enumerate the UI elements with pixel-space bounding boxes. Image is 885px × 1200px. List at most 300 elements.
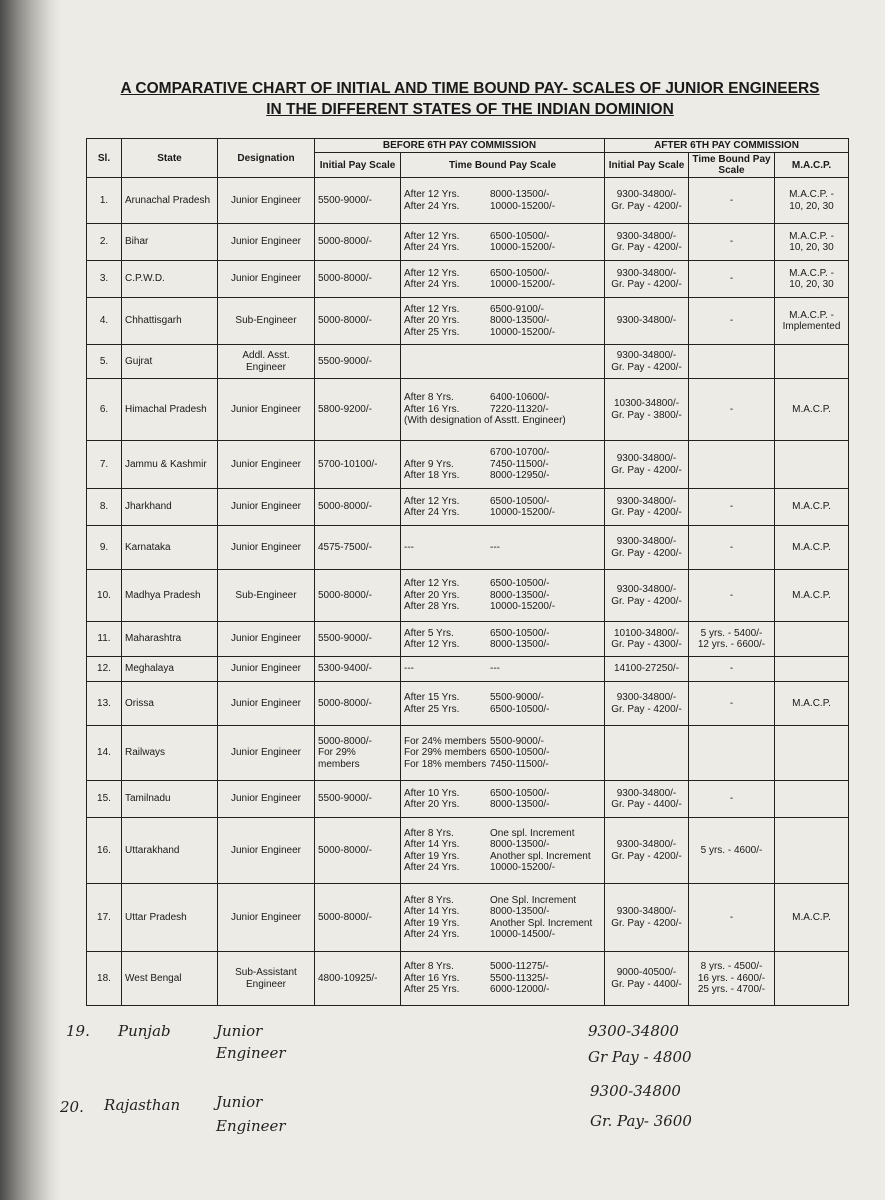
time-bound-line	[404, 788, 601, 800]
time-bound-line	[404, 639, 601, 651]
cell-initial-pay-scale-after: 14100-27250/-	[605, 657, 689, 682]
cell-sl: 3.	[87, 261, 122, 298]
time-bound-line	[404, 542, 601, 554]
header-macp: M.A.C.P.	[775, 153, 849, 178]
cell-macp: M.A.C.P.	[775, 884, 849, 952]
time-bound-line	[404, 507, 601, 519]
time-bound-period: For 18% members	[404, 758, 487, 770]
table-row	[87, 818, 849, 884]
time-bound-line	[404, 470, 601, 482]
cell-macp: M.A.C.P.	[775, 570, 849, 622]
time-bound-scale: 6500-10500/-	[490, 230, 550, 242]
time-bound-scale: 6400-10600/-	[490, 392, 550, 404]
cell-time-bound-pay-scale	[401, 884, 605, 952]
header-after-6th: AFTER 6TH PAY COMMISSION	[605, 139, 849, 153]
cell-initial-pay-scale: 5000-8000/-	[315, 224, 401, 261]
time-bound-period: After 24 Yrs.	[404, 200, 460, 212]
time-bound-scale: Another spl. Increment	[490, 850, 591, 862]
cell-initial-pay-scale-after: 9300-34800/- Gr. Pay - 4200/-	[605, 441, 689, 489]
cell-time-bound-pay-scale	[401, 224, 605, 261]
pay-scale-table	[86, 138, 849, 1006]
cell-initial-pay-scale: 5800-9200/-	[315, 379, 401, 441]
time-bound-line	[404, 601, 601, 613]
cell-time-bound-pay-scale	[401, 345, 605, 379]
time-bound-line	[404, 961, 601, 973]
time-bound-period: After 8 Yrs.	[404, 961, 454, 973]
cell-designation: Sub-Engineer	[218, 570, 315, 622]
time-bound-line	[404, 578, 601, 590]
time-bound-period: After 8 Yrs.	[404, 392, 454, 404]
time-bound-scale: 6500-10500/-	[490, 703, 550, 715]
handwritten-sl-19: 19.	[66, 1022, 90, 1040]
time-bound-line	[404, 839, 601, 851]
time-bound-line	[404, 747, 601, 759]
cell-designation: Junior Engineer	[218, 622, 315, 657]
cell-time-bound-pay-scale	[401, 379, 605, 441]
time-bound-line	[404, 189, 601, 201]
cell-sl: 12.	[87, 657, 122, 682]
time-bound-line	[404, 279, 601, 291]
cell-time-bound-pay-scale-after: -	[689, 884, 775, 952]
cell-time-bound-pay-scale-after: -	[689, 261, 775, 298]
cell-macp: M.A.C.P.	[775, 526, 849, 570]
cell-time-bound-pay-scale-after: 8 yrs. - 4500/- 16 yrs. - 4600/- 25 yrs. - 4700/-	[689, 952, 775, 1006]
time-bound-period: (With designation of Asstt. Engineer)	[404, 415, 566, 427]
time-bound-period	[404, 447, 490, 459]
time-bound-line	[404, 862, 601, 874]
cell-designation: Junior Engineer	[218, 884, 315, 952]
time-bound-scale: 10000-15200/-	[490, 200, 556, 212]
table-row	[87, 884, 849, 952]
time-bound-line	[404, 704, 601, 716]
time-bound-period: For 29% members	[404, 747, 487, 759]
time-bound-scale: Another Spl. Increment	[490, 917, 593, 929]
time-bound-line	[404, 496, 601, 508]
cell-designation: Junior Engineer	[218, 781, 315, 818]
time-bound-period: After 9 Yrs.	[404, 458, 454, 470]
time-bound-period: For 24% members	[404, 735, 487, 747]
time-bound-period: After 10 Yrs.	[404, 787, 460, 799]
cell-macp	[775, 657, 849, 682]
time-bound-period: After 25 Yrs.	[404, 703, 460, 715]
title-line-1: A COMPARATIVE CHART OF INITIAL AND TIME BOUND PAY- SCALES OF JUNIOR ENGINEERS	[120, 80, 820, 97]
time-bound-line	[404, 973, 601, 985]
cell-macp	[775, 622, 849, 657]
time-bound-line	[404, 895, 601, 907]
header-initial-pay-scale-after: Initial Pay Scale	[605, 153, 689, 178]
time-bound-period: After 18 Yrs.	[404, 470, 460, 482]
cell-time-bound-pay-scale-after: -	[689, 178, 775, 224]
handwritten-pay-20: 9300-34800 Gr. Pay- 3600	[590, 1082, 692, 1130]
cell-time-bound-pay-scale	[401, 526, 605, 570]
time-bound-scale: ---	[490, 663, 500, 675]
time-bound-period: After 16 Yrs.	[404, 403, 460, 415]
time-bound-scale: 6700-10700/-	[490, 447, 550, 459]
time-bound-period: After 12 Yrs.	[404, 303, 460, 315]
time-bound-scale: 5000-11275/-	[490, 961, 549, 973]
time-bound-scale: 10000-15200/-	[490, 326, 556, 338]
cell-time-bound-pay-scale	[401, 952, 605, 1006]
time-bound-scale: 8000-13500/-	[490, 799, 550, 810]
time-bound-line	[404, 828, 601, 840]
time-bound-period: After 12 Yrs.	[404, 495, 460, 507]
cell-time-bound-pay-scale-after: -	[689, 570, 775, 622]
cell-initial-pay-scale: 5000-8000/-	[315, 298, 401, 345]
time-bound-line	[404, 736, 601, 748]
time-bound-period: ---	[404, 663, 414, 675]
time-bound-scale: 5500-9000/-	[490, 735, 544, 747]
cell-state: West Bengal	[122, 952, 218, 1006]
cell-sl: 4.	[87, 298, 122, 345]
cell-macp: M.A.C.P. - Implemented	[775, 298, 849, 345]
cell-initial-pay-scale: 5000-8000/-	[315, 682, 401, 726]
table-row	[87, 781, 849, 818]
cell-time-bound-pay-scale-after: -	[689, 489, 775, 526]
time-bound-line	[404, 918, 601, 930]
time-bound-period: After 24 Yrs.	[404, 929, 460, 940]
time-bound-line	[404, 415, 601, 427]
time-bound-line	[404, 663, 601, 675]
cell-state: Gujrat	[122, 345, 218, 379]
cell-sl: 9.	[87, 526, 122, 570]
cell-designation: Sub-Assistant Engineer	[218, 952, 315, 1006]
time-bound-line	[404, 268, 601, 280]
time-bound-period: After 20 Yrs.	[404, 589, 460, 601]
cell-designation: Junior Engineer	[218, 657, 315, 682]
table-row	[87, 379, 849, 441]
cell-initial-pay-scale: 5000-8000/-	[315, 489, 401, 526]
time-bound-period: After 12 Yrs.	[404, 189, 460, 200]
cell-initial-pay-scale: 5000-8000/-	[315, 818, 401, 884]
cell-designation: Junior Engineer	[218, 489, 315, 526]
cell-designation: Junior Engineer	[218, 224, 315, 261]
time-bound-line	[404, 242, 601, 254]
cell-initial-pay-scale: 5300-9400/-	[315, 657, 401, 682]
time-bound-period: After 12 Yrs.	[404, 267, 460, 279]
time-bound-scale: ---	[490, 541, 500, 553]
cell-initial-pay-scale-after: 9300-34800/-	[605, 298, 689, 345]
cell-macp: M.A.C.P.	[775, 682, 849, 726]
time-bound-scale: 6500-10500/-	[490, 495, 550, 507]
time-bound-period: After 24 Yrs.	[404, 507, 460, 518]
time-bound-period: After 20 Yrs.	[404, 799, 460, 810]
time-bound-period: After 19 Yrs.	[404, 850, 460, 862]
cell-initial-pay-scale-after: 9300-34800/- Gr. Pay - 4200/-	[605, 224, 689, 261]
time-bound-line	[404, 447, 601, 459]
cell-initial-pay-scale-after: 9300-34800/- Gr. Pay - 4200/-	[605, 345, 689, 379]
table-row	[87, 726, 849, 781]
cell-time-bound-pay-scale-after: -	[689, 682, 775, 726]
time-bound-period: After 14 Yrs.	[404, 906, 460, 917]
cell-initial-pay-scale-after: 9300-34800/- Gr. Pay - 4400/-	[605, 781, 689, 818]
cell-time-bound-pay-scale	[401, 570, 605, 622]
cell-designation: Junior Engineer	[218, 178, 315, 224]
time-bound-scale: 6500-10500/-	[490, 627, 550, 639]
cell-macp	[775, 345, 849, 379]
cell-time-bound-pay-scale	[401, 726, 605, 781]
cell-sl: 2.	[87, 224, 122, 261]
cell-state: Chhattisgarh	[122, 298, 218, 345]
time-bound-scale: 10000-15200/-	[490, 507, 556, 518]
cell-state: Maharashtra	[122, 622, 218, 657]
time-bound-scale: 6500-10500/-	[490, 578, 550, 590]
cell-initial-pay-scale-after: 9300-34800/- Gr. Pay - 4200/-	[605, 682, 689, 726]
time-bound-scale: 10000-14500/-	[490, 929, 556, 940]
cell-initial-pay-scale-after: 9300-34800/- Gr. Pay - 4200/-	[605, 818, 689, 884]
table-row	[87, 526, 849, 570]
time-bound-scale: One spl. Increment	[490, 827, 575, 839]
cell-macp	[775, 818, 849, 884]
time-bound-line	[404, 201, 601, 213]
cell-initial-pay-scale: 5700-10100/-	[315, 441, 401, 489]
time-bound-line	[404, 628, 601, 640]
header-sl: Sl.	[87, 139, 122, 178]
cell-designation: Junior Engineer	[218, 526, 315, 570]
cell-time-bound-pay-scale	[401, 682, 605, 726]
cell-initial-pay-scale-after: 9000-40500/- Gr. Pay - 4400/-	[605, 952, 689, 1006]
time-bound-period: After 24 Yrs.	[404, 279, 460, 290]
time-bound-period: After 20 Yrs.	[404, 315, 460, 327]
cell-state: Himachal Pradesh	[122, 379, 218, 441]
handwritten-designation-19: Junior Engineer	[216, 1022, 286, 1062]
header-designation: Designation	[218, 139, 315, 178]
header-initial-pay-scale: Initial Pay Scale	[315, 153, 401, 178]
cell-sl: 13.	[87, 682, 122, 726]
time-bound-period: After 8 Yrs.	[404, 827, 454, 839]
cell-time-bound-pay-scale-after: -	[689, 298, 775, 345]
header-time-bound-pay-scale: Time Bound Pay Scale	[401, 153, 605, 178]
time-bound-period: After 15 Yrs.	[404, 692, 460, 703]
table-row	[87, 441, 849, 489]
header-time-bound-pay-scale-after: Time Bound Pay Scale	[689, 153, 775, 178]
cell-initial-pay-scale: 4575-7500/-	[315, 526, 401, 570]
time-bound-line	[404, 404, 601, 416]
time-bound-period: After 12 Yrs.	[404, 578, 460, 590]
cell-sl: 1.	[87, 178, 122, 224]
time-bound-scale: 5500-9000/-	[490, 692, 544, 703]
cell-initial-pay-scale-after: 10100-34800/- Gr. Pay - 4300/-	[605, 622, 689, 657]
cell-initial-pay-scale: 5000-8000/-	[315, 884, 401, 952]
cell-designation: Junior Engineer	[218, 441, 315, 489]
time-bound-scale: 7220-11320/-	[490, 403, 549, 415]
time-bound-scale: 8000-13500/-	[490, 189, 550, 200]
cell-time-bound-pay-scale	[401, 489, 605, 526]
time-bound-period: After 5 Yrs.	[404, 627, 454, 639]
time-bound-line	[404, 799, 601, 811]
cell-state: Jharkhand	[122, 489, 218, 526]
cell-initial-pay-scale-after: 9300-34800/- Gr. Pay - 4200/-	[605, 526, 689, 570]
cell-time-bound-pay-scale-after	[689, 441, 775, 489]
cell-state: Karnataka	[122, 526, 218, 570]
cell-macp: M.A.C.P.	[775, 489, 849, 526]
cell-time-bound-pay-scale-after: -	[689, 526, 775, 570]
time-bound-period: ---	[404, 541, 414, 553]
cell-time-bound-pay-scale	[401, 657, 605, 682]
time-bound-line	[404, 231, 601, 243]
cell-sl: 17.	[87, 884, 122, 952]
handwritten-sl-20: 20.	[60, 1098, 84, 1116]
header-state: State	[122, 139, 218, 178]
handwritten-pay-19: 9300-34800 Gr Pay - 4800	[588, 1022, 692, 1066]
cell-sl: 16.	[87, 818, 122, 884]
cell-time-bound-pay-scale-after	[689, 726, 775, 781]
cell-sl: 10.	[87, 570, 122, 622]
time-bound-line	[404, 851, 601, 863]
header-before-6th: BEFORE 6TH PAY COMMISSION	[315, 139, 605, 153]
cell-initial-pay-scale-after: 9300-34800/- Gr. Pay - 4200/-	[605, 261, 689, 298]
cell-time-bound-pay-scale	[401, 441, 605, 489]
cell-designation: Junior Engineer	[218, 261, 315, 298]
cell-time-bound-pay-scale-after: 5 yrs. - 5400/- 12 yrs. - 6600/-	[689, 622, 775, 657]
time-bound-line	[404, 929, 601, 941]
cell-state: Uttarakhand	[122, 818, 218, 884]
time-bound-scale: 6500-10500/-	[490, 747, 550, 759]
cell-initial-pay-scale: 4800-10925/-	[315, 952, 401, 1006]
cell-initial-pay-scale: 5500-9000/-	[315, 178, 401, 224]
cell-macp: M.A.C.P. - 10, 20, 30	[775, 224, 849, 261]
table-row	[87, 261, 849, 298]
cell-macp	[775, 726, 849, 781]
cell-initial-pay-scale-after	[605, 726, 689, 781]
title-line-2: IN THE DIFFERENT STATES OF THE INDIAN DOMINION	[266, 101, 674, 118]
cell-time-bound-pay-scale-after	[689, 345, 775, 379]
time-bound-scale: 10000-15200/-	[490, 242, 556, 253]
cell-state: Tamilnadu	[122, 781, 218, 818]
cell-time-bound-pay-scale	[401, 178, 605, 224]
time-bound-scale: 6500-10500/-	[490, 787, 550, 799]
cell-sl: 6.	[87, 379, 122, 441]
time-bound-line	[404, 590, 601, 602]
time-bound-line	[404, 392, 601, 404]
cell-state: Uttar Pradesh	[122, 884, 218, 952]
cell-initial-pay-scale: 5000-8000/-	[315, 570, 401, 622]
cell-time-bound-pay-scale	[401, 781, 605, 818]
time-bound-scale: 7450-11500/-	[490, 458, 549, 470]
time-bound-scale: 10000-15200/-	[490, 862, 556, 873]
table-row	[87, 489, 849, 526]
handwritten-state-19: Punjab	[118, 1022, 171, 1040]
cell-time-bound-pay-scale-after: -	[689, 379, 775, 441]
time-bound-period: After 12 Yrs.	[404, 230, 460, 242]
time-bound-scale: 8000-13500/-	[490, 906, 550, 917]
table-body	[87, 178, 849, 1006]
cell-sl: 8.	[87, 489, 122, 526]
cell-initial-pay-scale-after: 9300-34800/- Gr. Pay - 4200/-	[605, 489, 689, 526]
time-bound-line	[404, 315, 601, 327]
cell-designation: Addl. Asst. Engineer	[218, 345, 315, 379]
time-bound-scale: 7450-11500/-	[490, 758, 549, 770]
cell-state: C.P.W.D.	[122, 261, 218, 298]
cell-state: Railways	[122, 726, 218, 781]
cell-time-bound-pay-scale	[401, 818, 605, 884]
cell-state: Jammu & Kashmir	[122, 441, 218, 489]
cell-time-bound-pay-scale	[401, 622, 605, 657]
time-bound-scale: 8000-13500/-	[490, 315, 550, 327]
cell-macp	[775, 441, 849, 489]
table-row	[87, 224, 849, 261]
table-row	[87, 657, 849, 682]
time-bound-scale: 8000-13500/-	[490, 639, 550, 650]
cell-initial-pay-scale: 5500-9000/-	[315, 622, 401, 657]
cell-designation: Junior Engineer	[218, 379, 315, 441]
time-bound-line	[404, 984, 601, 996]
table-row	[87, 345, 849, 379]
time-bound-line	[404, 692, 601, 704]
cell-time-bound-pay-scale-after: -	[689, 781, 775, 818]
time-bound-scale: 6500-9100/-	[490, 303, 544, 315]
cell-state: Bihar	[122, 224, 218, 261]
time-bound-line	[404, 327, 601, 339]
time-bound-period: After 24 Yrs.	[404, 862, 460, 873]
cell-initial-pay-scale: 5500-9000/-	[315, 781, 401, 818]
time-bound-scale: 8000-13500/-	[490, 589, 550, 601]
cell-state: Orissa	[122, 682, 218, 726]
time-bound-scale: 6000-12000/-	[490, 984, 550, 996]
cell-state: Madhya Pradesh	[122, 570, 218, 622]
time-bound-period: After 19 Yrs.	[404, 917, 460, 929]
cell-initial-pay-scale-after: 9300-34800/- Gr. Pay - 4200/-	[605, 570, 689, 622]
time-bound-period: After 16 Yrs.	[404, 972, 460, 984]
cell-sl: 7.	[87, 441, 122, 489]
time-bound-scale: 8000-12950/-	[490, 470, 550, 482]
table-row	[87, 622, 849, 657]
time-bound-period: After 28 Yrs.	[404, 601, 460, 613]
cell-state: Arunachal Pradesh	[122, 178, 218, 224]
cell-time-bound-pay-scale-after: 5 yrs. - 4600/-	[689, 818, 775, 884]
cell-sl: 18.	[87, 952, 122, 1006]
cell-time-bound-pay-scale	[401, 261, 605, 298]
time-bound-scale: 6500-10500/-	[490, 267, 550, 279]
handwritten-designation-20: Junior Engineer	[216, 1093, 286, 1135]
binding-shadow	[0, 0, 60, 1200]
time-bound-period: After 24 Yrs.	[404, 242, 460, 253]
cell-designation: Junior Engineer	[218, 682, 315, 726]
time-bound-scale: 10000-15200/-	[490, 601, 556, 613]
time-bound-period: After 12 Yrs.	[404, 639, 460, 650]
cell-initial-pay-scale: 5000-8000/-	[315, 261, 401, 298]
cell-macp: M.A.C.P. - 10, 20, 30	[775, 178, 849, 224]
cell-initial-pay-scale-after: 9300-34800/- Gr. Pay - 4200/-	[605, 884, 689, 952]
time-bound-period: After 25 Yrs.	[404, 326, 460, 338]
cell-time-bound-pay-scale-after: -	[689, 657, 775, 682]
time-bound-scale: 5500-11325/-	[490, 972, 549, 984]
time-bound-scale: One Spl. Increment	[490, 894, 577, 906]
table-row	[87, 178, 849, 224]
cell-sl: 14.	[87, 726, 122, 781]
document-title	[110, 78, 830, 120]
time-bound-period: After 14 Yrs.	[404, 839, 460, 850]
time-bound-period: After 25 Yrs.	[404, 984, 460, 996]
time-bound-line	[404, 459, 601, 471]
cell-macp: M.A.C.P. - 10, 20, 30	[775, 261, 849, 298]
cell-designation: Junior Engineer	[218, 726, 315, 781]
cell-sl: 15.	[87, 781, 122, 818]
cell-initial-pay-scale: 5000-8000/- For 29% members	[315, 726, 401, 781]
time-bound-scale: 8000-13500/-	[490, 839, 550, 850]
table-row	[87, 682, 849, 726]
time-bound-line	[404, 906, 601, 918]
cell-time-bound-pay-scale	[401, 298, 605, 345]
cell-designation: Junior Engineer	[218, 818, 315, 884]
time-bound-scale: 10000-15200/-	[490, 279, 556, 290]
handwritten-state-20: Rajasthan	[104, 1096, 181, 1114]
time-bound-period: After 8 Yrs.	[404, 894, 454, 906]
cell-macp	[775, 781, 849, 818]
cell-initial-pay-scale: 5500-9000/-	[315, 345, 401, 379]
cell-sl: 5.	[87, 345, 122, 379]
table-row	[87, 952, 849, 1006]
cell-initial-pay-scale-after: 10300-34800/- Gr. Pay - 3800/-	[605, 379, 689, 441]
